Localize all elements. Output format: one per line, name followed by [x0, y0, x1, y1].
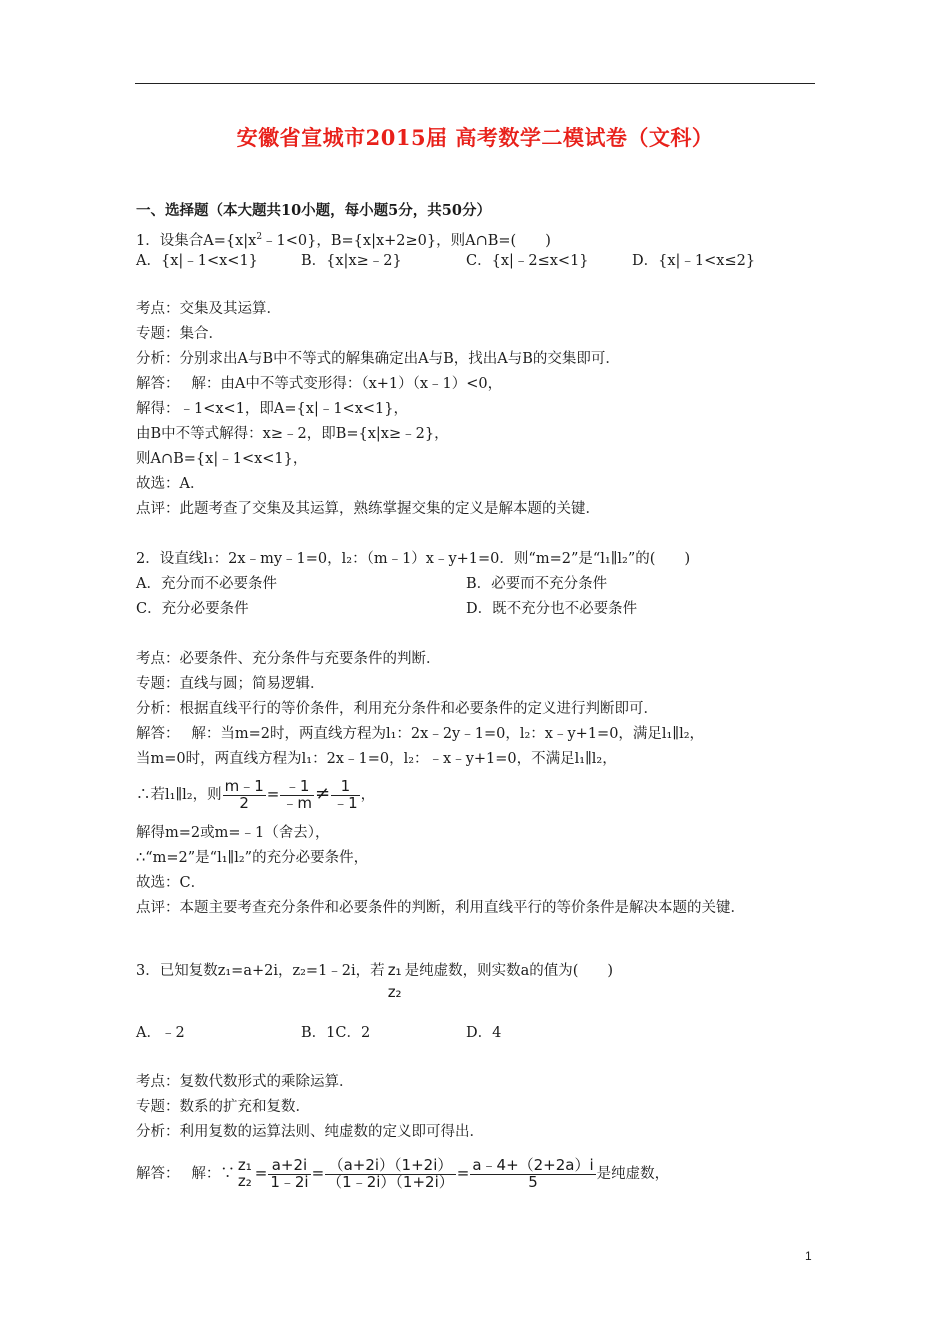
fraction-denominator: 1﹣2i — [270, 1172, 309, 1191]
q2-analysis: 分析：根据直线平行的等价条件，利用充分条件和必要条件的定义进行判断即可． — [136, 701, 658, 717]
equals-sign: = — [456, 1164, 470, 1182]
q1-comment: 点评：此题考查了交集及其运算，熟练掌握交集的定义是解本题的关键． — [136, 501, 600, 517]
page-title: 安徽省宣城市2015届 高考数学二模试卷（文科） — [236, 125, 714, 150]
equals-sign: = — [254, 1164, 268, 1182]
fraction-denominator: 5 — [528, 1172, 538, 1191]
q2-solution-line-5: ∴“m=2”是“l₁∥l₂”的充分必要条件， — [136, 850, 369, 866]
q1-stem-part-a: 1．设集合A={x|x — [136, 232, 257, 249]
q2-option-b: B．必要而不充分条件 — [466, 576, 608, 592]
q1-option-b: B．{x|x≥﹣2} — [301, 253, 402, 269]
q2-option-c: C．充分必要条件 — [136, 601, 249, 617]
q2-option-a: A．充分而不必要条件 — [136, 576, 277, 592]
fraction-simplified-result — [470, 1155, 595, 1191]
q3-subject: 专题：数系的扩充和复数． — [136, 1099, 310, 1115]
q1-solution-line-2: 解得：﹣1<x<1，即A={x|﹣1<x<1}， — [136, 401, 408, 417]
q3-option-a: A．﹣2 — [136, 1025, 185, 1041]
fraction-denominator: 2 — [239, 793, 249, 812]
q1-solution-line-3: 由B中不等式解得：x≥﹣2，即B={x|x≥﹣2}， — [136, 426, 449, 442]
fraction-denominator: ﹣m — [282, 793, 312, 812]
q1-stem-part-b: ﹣1<0}，B={x|x+2≥0}，则A∩B=( ) — [262, 232, 551, 249]
q1-stem — [136, 227, 551, 251]
q1-solution-line-4: 则A∩B={x|﹣1<x<1}， — [136, 451, 308, 467]
section-heading: 一、选择题（本大题共10小题，每小题5分，共50分） — [136, 202, 491, 219]
q1-subject: 专题：集合． — [136, 326, 223, 342]
q3-solution-line-1 — [136, 1153, 669, 1194]
q1-answer: 故选：A． — [136, 476, 205, 492]
page-number: 1 — [805, 1249, 812, 1263]
q2-answer: 故选：C． — [136, 875, 206, 891]
q3-pure-imaginary-text: 是纯虚数， — [596, 1166, 670, 1182]
q2-solution-line-2: 当m=0时，两直线方程为l₁：2x﹣1=0，l₂：﹣x﹣y+1=0，不满足l₁∥l₂， — [136, 751, 617, 767]
q2-therefore-text: ∴若l₁∥l₂，则 — [136, 787, 222, 803]
fraction-a-plus-2i-over-1-minus-2i — [268, 1155, 310, 1191]
q2-comment: 点评：本题主要考查充分条件和必要条件的判断，利用直线平行的等价条件是解决本题的关键． — [136, 900, 745, 916]
fraction-denominator: z₂ — [237, 1172, 252, 1190]
fraction-numerator: （a+2i）（1+2i） — [325, 1158, 456, 1175]
fraction-neg1-over-neg-m — [280, 776, 314, 812]
q2-subject: 专题：直线与圆；简易逻辑． — [136, 676, 325, 692]
q2-stem: 2．设直线l₁：2x﹣my﹣1=0，l₂：（m﹣1）x﹣y+1=0．则“m=2”是“l₁∥l₂”的( ) — [136, 551, 691, 567]
fraction-1-over-neg1 — [331, 776, 360, 812]
q2-solution-line-4: 解得m=2或m=﹣1（舍去）， — [136, 825, 330, 841]
not-equal-sign: ≠ — [314, 783, 331, 804]
q1-stem-superscript: 2 — [256, 232, 263, 242]
fraction-numerator: a﹣4+（2+2a）i — [472, 1155, 594, 1174]
q3-stem-part-a: 3．已知复数z₁=a+2i，z₂=1﹣2i，若 — [136, 963, 385, 979]
fraction-denominator: z₂ — [387, 982, 402, 1001]
fraction-numerator: z₁ — [237, 1156, 252, 1175]
fraction-numerator: z₁ — [387, 961, 402, 979]
q3-analysis: 分析：利用复数的运算法则、纯虚数的定义即可得出． — [136, 1124, 484, 1140]
q2-solution-line-1: 解答： 解：当m=2时，两直线方程为l₁：2x﹣2y﹣1=0，l₂：x﹣y+1=0，满足l₁∥l₂， — [136, 726, 705, 742]
q1-topic: 考点：交集及其运算． — [136, 301, 281, 317]
fraction-denominator: （1﹣2i）（1+2i） — [327, 1172, 454, 1191]
q1-option-a: A．{x|﹣1<x<1} — [136, 253, 258, 269]
q1-option-d: D．{x|﹣1<x≤2} — [632, 253, 756, 269]
fraction-expanded-product — [325, 1155, 456, 1191]
fraction-numerator: m﹣1 — [224, 776, 264, 795]
q1-option-c: C．{x|﹣2≤x<1} — [466, 253, 589, 269]
q3-option-b-c: B．1C．2 — [301, 1025, 371, 1041]
fraction-denominator: ﹣1 — [333, 793, 358, 812]
fraction-numerator: a+2i — [268, 1158, 310, 1175]
comma: ， — [360, 787, 376, 803]
q2-topic: 考点：必要条件、充分条件与充要条件的判断． — [136, 651, 441, 667]
q3-topic: 考点：复数代数形式的乘除运算． — [136, 1074, 354, 1090]
q3-stem-part-b: 是纯虚数，则实数a的值为( ) — [404, 963, 614, 979]
q1-analysis: 分析：分别求出A与B中不等式的解集确定出A与B，找出A与B的交集即可． — [136, 351, 620, 367]
fraction-m-minus-1-over-2 — [223, 776, 266, 812]
q1-solution-line-1: 解答： 解：由A中不等式变形得：（x+1）（x﹣1）<0， — [136, 376, 503, 392]
q2-solution-line-3 — [136, 776, 375, 813]
equals-sign: = — [311, 1164, 325, 1182]
equals-sign: = — [266, 785, 280, 803]
fraction-numerator: ﹣1 — [280, 779, 314, 796]
header-rule — [135, 83, 815, 84]
q3-because-text: 解答： 解：∵ — [136, 1166, 235, 1182]
q3-stem — [136, 960, 613, 1004]
fraction-z1-over-z2-solution — [236, 1158, 254, 1190]
fraction-z1-over-z2 — [386, 960, 404, 1004]
fraction-numerator: 1 — [331, 779, 360, 796]
q3-option-d: D．4 — [466, 1025, 502, 1041]
q2-option-d: D．既不充分也不必要条件 — [466, 601, 638, 617]
